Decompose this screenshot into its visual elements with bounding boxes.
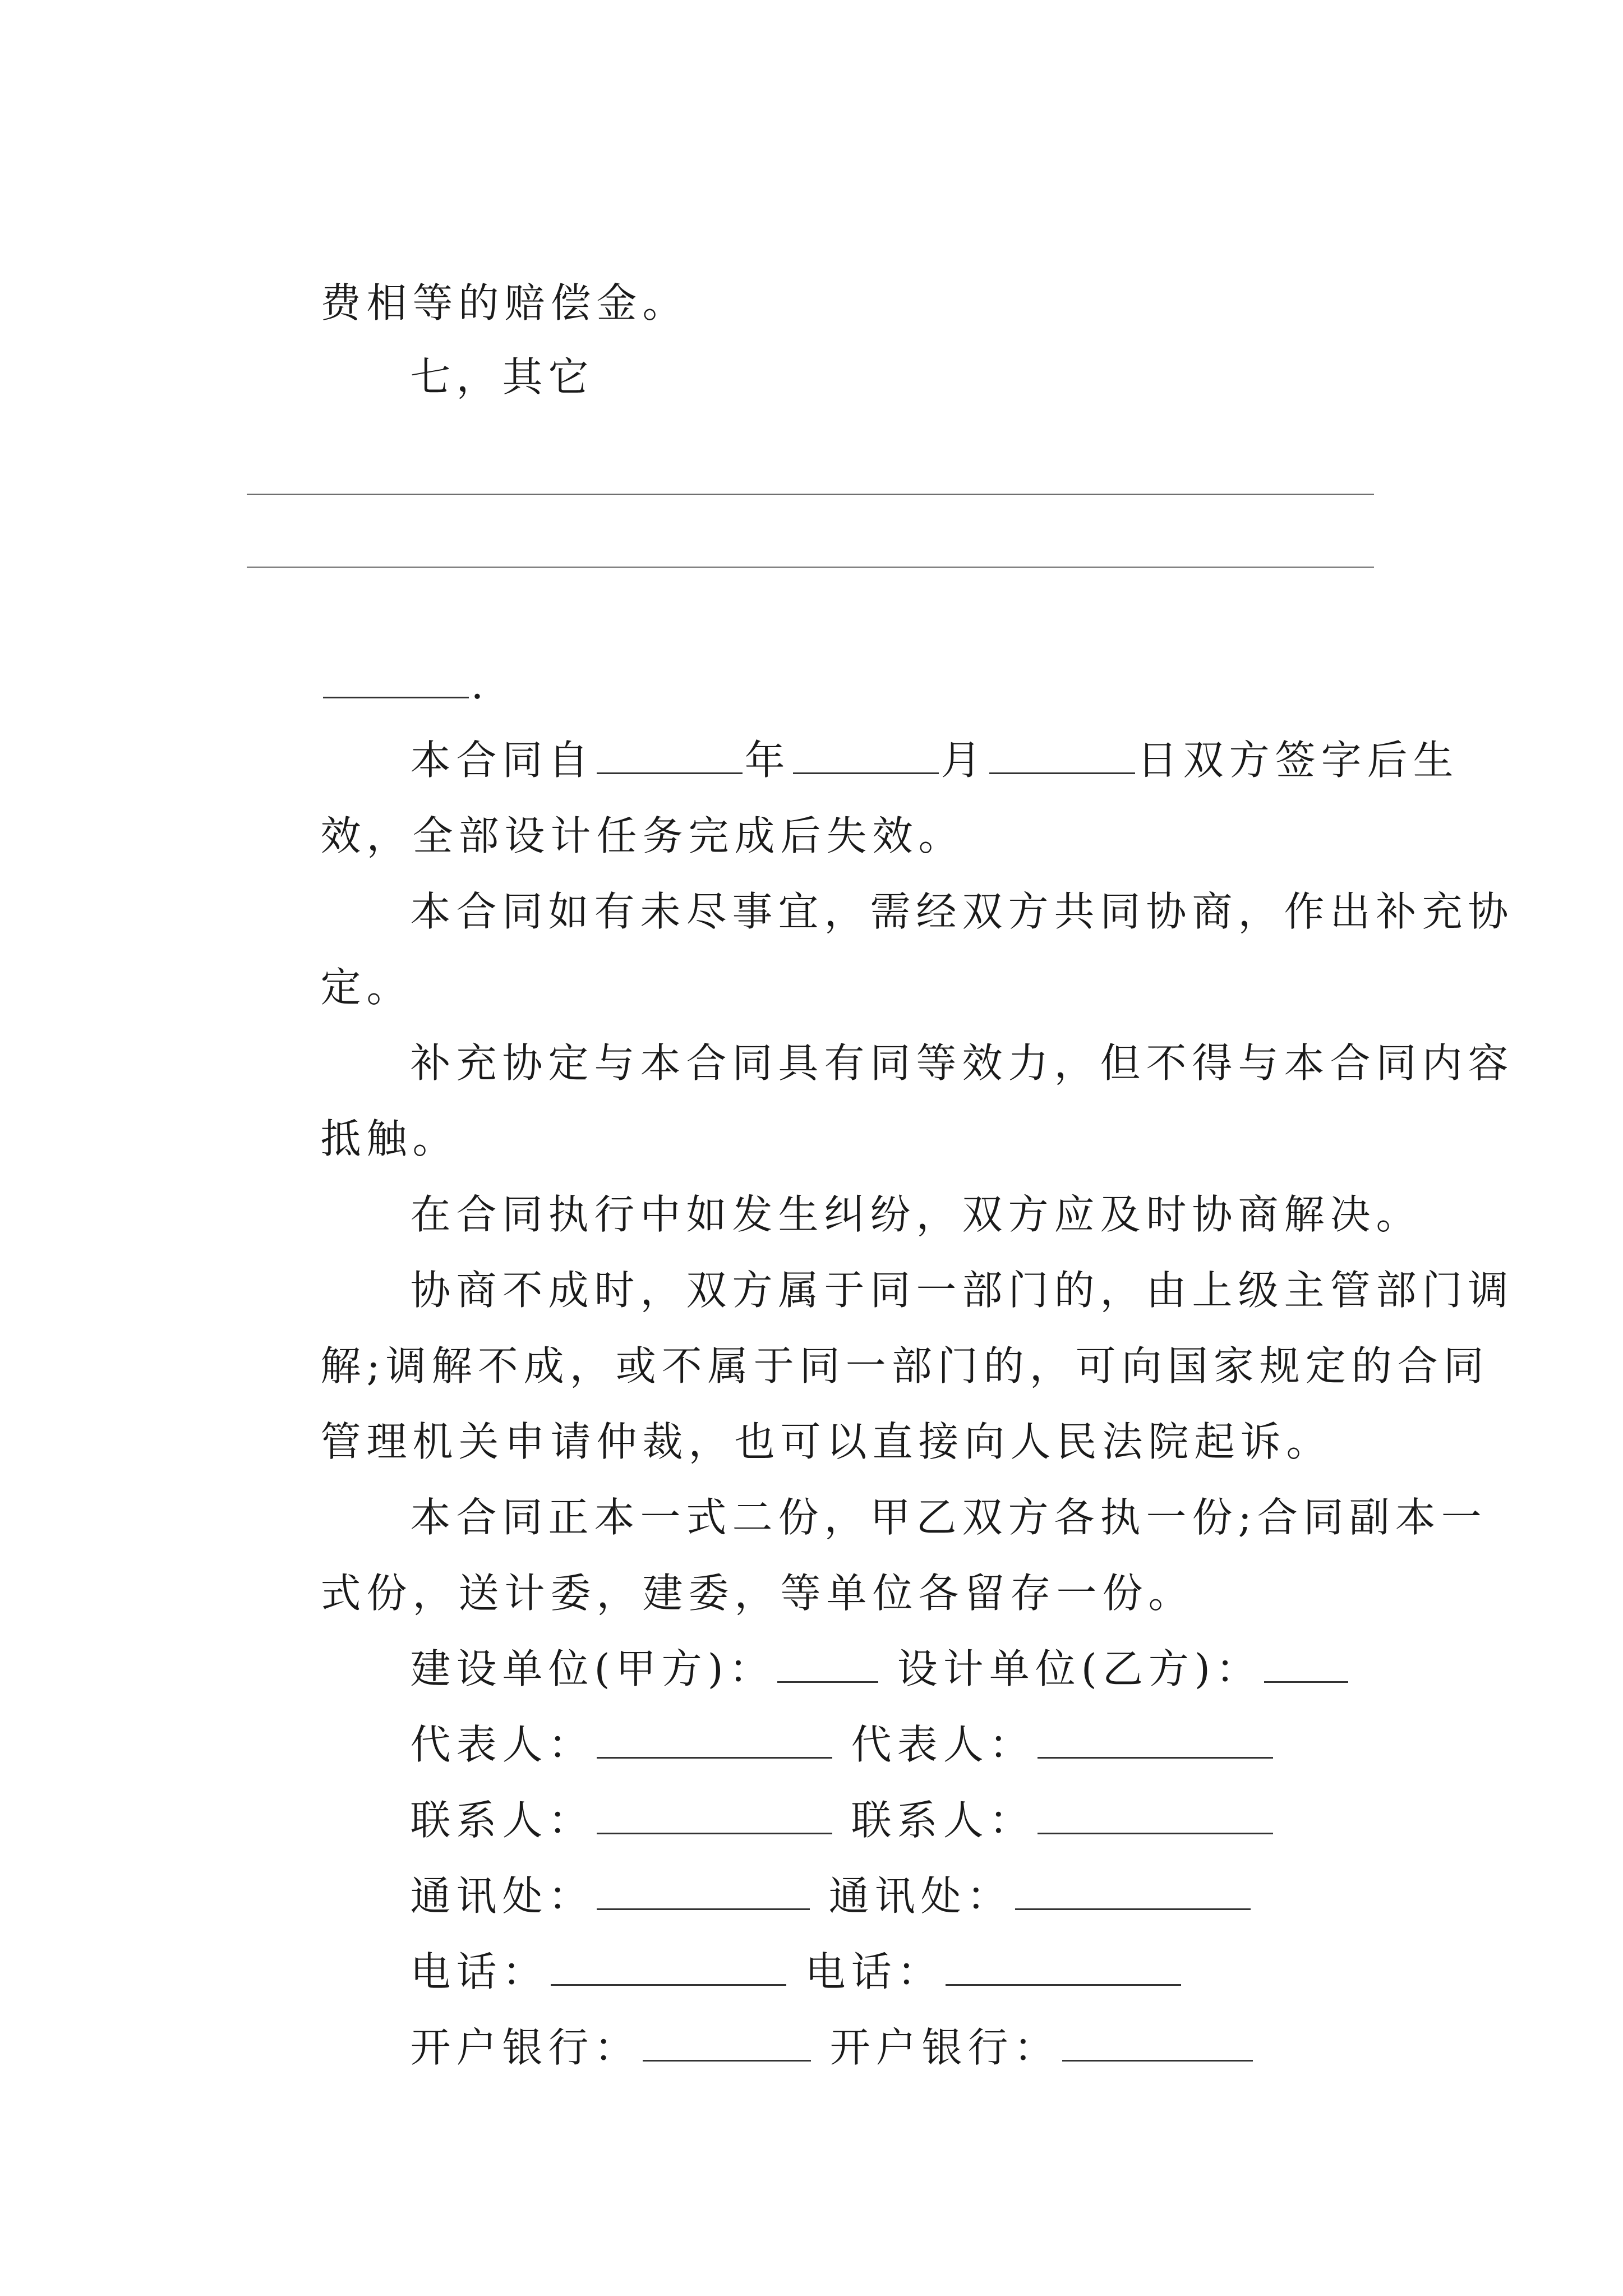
party-b-blank (1264, 1648, 1348, 1683)
effective-date-line-2: 效，全部设计任务完成后失效。 (320, 812, 965, 859)
fill-in-rule-2 (247, 567, 1374, 568)
fill-in-rule-3: . (247, 600, 489, 656)
dispute-paragraph: 在合同执行中如发生纠纷，双方应及时协商解决。 (410, 1191, 1422, 1238)
arbitration-paragraph: 协商不成时，双方属于同一部门的，由上级主管部门调 (410, 1267, 1514, 1314)
arbitration-paragraph-2: 解;调解不成，或不属于同一部门的，可向国家规定的合同 (320, 1342, 1490, 1389)
signature-representative-row: 代表人： 代表人： (336, 1660, 1275, 1717)
section-7-heading: 七，其它 (410, 353, 594, 401)
equal-effect-paragraph-2: 抵触。 (320, 1115, 459, 1162)
bank-b-blank (1062, 2026, 1253, 2062)
signature-address-row: 通讯处： 通讯处： (336, 1812, 1253, 1868)
signature-party-row: 建设单位(甲方)： 设计单位(乙方)： (336, 1585, 1350, 1641)
effective-date-line: 本合同自 年 月 日双方签字后生 (410, 737, 1459, 784)
supplement-paragraph: 本合同如有未尽事宜，需经双方共同协商，作出补充协 (410, 888, 1514, 935)
day-blank (989, 739, 1135, 774)
fill-in-rule-1 (247, 494, 1374, 495)
bank-a-blank (643, 2026, 811, 2062)
signature-phone-row: 电话： 电话： (336, 1888, 1183, 1944)
arbitration-paragraph-3: 管理机关申请仲裁，也可以直接向人民法院起诉。 (320, 1418, 1332, 1465)
signature-contact-row: 联系人： 联系人： (336, 1736, 1275, 1792)
equal-effect-paragraph: 补充协定与本合同具有同等效力，但不得与本合同内容 (410, 1039, 1514, 1087)
supplement-paragraph-2: 定。 (320, 964, 413, 1011)
signature-bank-row: 开户银行： 开户银行： (336, 1963, 1255, 2019)
copies-paragraph-2: 式份，送计委，建委，等单位各留存一份。 (320, 1570, 1195, 1617)
paragraph-compensation-end: 费相等的赔偿金。 (320, 279, 689, 326)
copies-paragraph: 本合同正本一式二份，甲乙双方各执一份;合同副本一 (410, 1494, 1487, 1541)
